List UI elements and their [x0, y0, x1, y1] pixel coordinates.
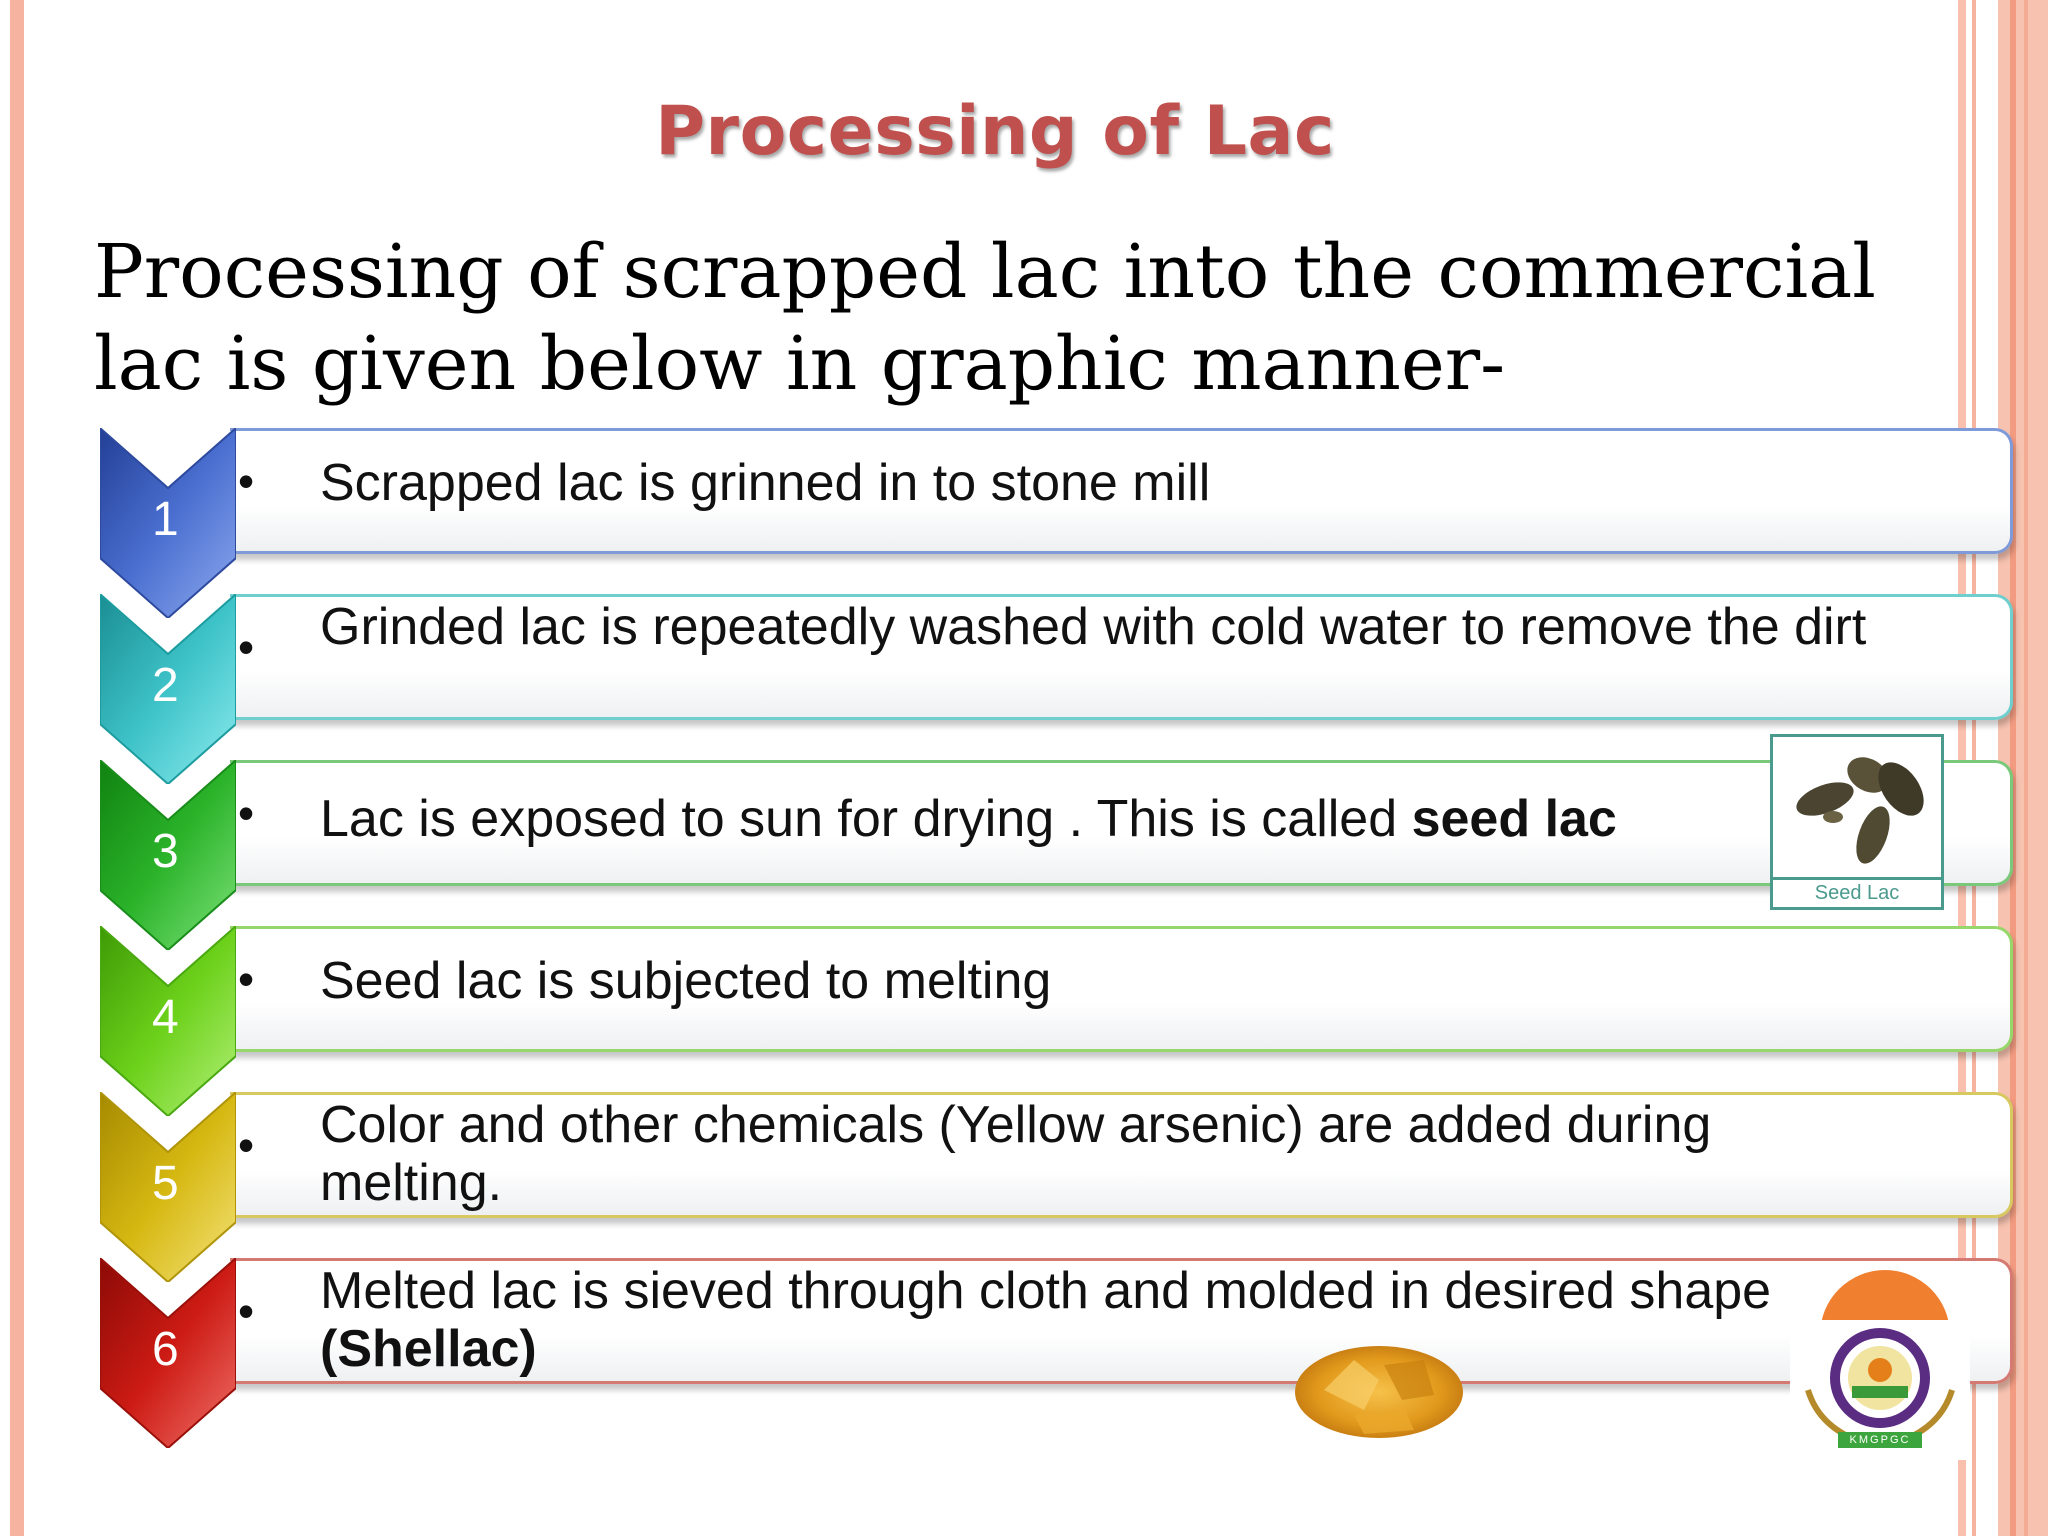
step-number-1: 1	[152, 493, 179, 546]
step-text-3-plain: Lac is exposed to sun for drying . This is called	[320, 790, 1412, 848]
shellac-image	[1284, 1330, 1474, 1450]
seed-lac-caption: Seed Lac	[1773, 877, 1941, 907]
step-1	[100, 428, 1920, 598]
college-logo	[1790, 1320, 1970, 1460]
logo-text: KMGPGC	[1849, 1434, 1911, 1446]
step-text-6	[320, 1262, 1880, 1378]
step-5	[100, 1092, 1920, 1262]
intro-text: Processing of scrapped lac into the commercial lac is given below in graphic manner-	[94, 229, 1876, 407]
step-4	[100, 926, 1920, 1096]
step-number-5: 5	[152, 1157, 179, 1210]
bullet: •	[238, 1119, 255, 1171]
slide-title: Processing of Lac	[655, 92, 1335, 171]
step-2	[100, 594, 1920, 764]
step-3	[100, 760, 1920, 930]
step-number-6: 6	[152, 1323, 179, 1376]
step-text-2: Grinded lac is repeatedly washed with cold water to remove the dirt	[320, 598, 1867, 656]
step-text-1: Scrapped lac is grinned in to stone mill	[320, 454, 1211, 512]
step-6	[100, 1258, 1920, 1428]
step-text-5: Color and other chemicals (Yellow arsenic) are added during melting.	[320, 1096, 1712, 1212]
step-text-4: Seed lac is subjected to melting	[320, 952, 1052, 1010]
step-number-2: 2	[152, 659, 179, 712]
step-number-3: 3	[152, 825, 179, 878]
bullet: •	[238, 953, 255, 1005]
border-stripe	[2024, 0, 2028, 1536]
seed-lac-image	[1770, 734, 1944, 910]
step-text-3-bold: seed lac	[1411, 790, 1617, 848]
step-text-6-bold: (Shellac)	[320, 1320, 537, 1378]
step-text-6-plain: Melted lac is sieved through cloth and molded in desired shape	[320, 1262, 1772, 1320]
bullet: •	[238, 787, 255, 839]
step-text-3	[320, 790, 1880, 848]
seed-lac-pieces-icon	[1773, 737, 1941, 875]
left-border-stripe	[10, 0, 24, 1536]
step-number-4: 4	[152, 991, 179, 1044]
bullet: •	[238, 1285, 255, 1337]
bullet: •	[238, 455, 255, 507]
bullet: •	[238, 621, 255, 673]
